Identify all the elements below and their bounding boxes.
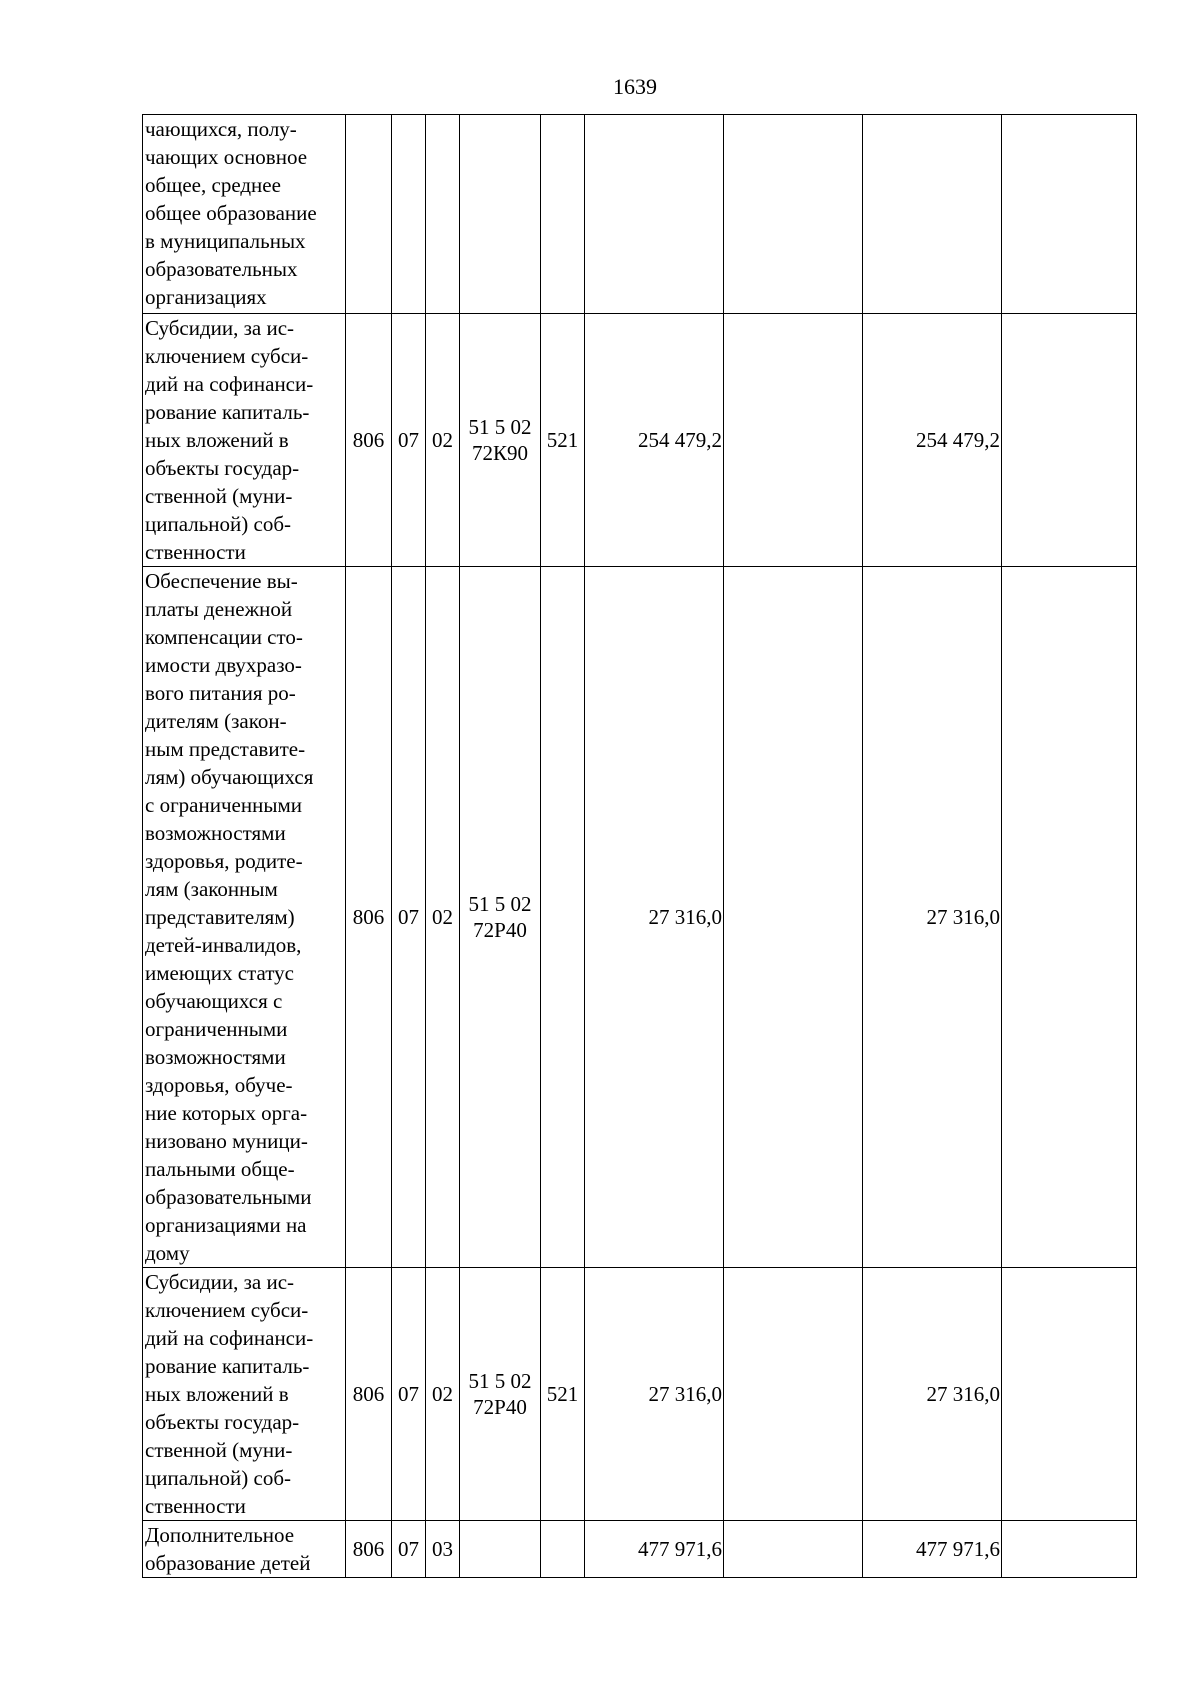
subsection-cell	[426, 115, 460, 314]
subsection-cell: 02	[426, 314, 460, 567]
ministry-cell	[346, 115, 392, 314]
section-cell: 07	[392, 567, 426, 1268]
sum-cell: 477 971,6	[863, 1521, 1002, 1578]
row-name-text: Дополнительное образование детей	[145, 1523, 311, 1575]
sum-cell	[1002, 1268, 1137, 1521]
ministry-cell: 806	[346, 314, 392, 567]
row-name-text: чающихся, полу- чающих основное общее, среднее общее образование в муниципальных образовательных организациях	[145, 117, 317, 309]
table-row	[143, 115, 1137, 314]
sum-cell	[1002, 1521, 1137, 1578]
expense-type-cell	[541, 1521, 585, 1578]
budget-table	[142, 114, 1137, 1578]
sum-cell	[1002, 314, 1137, 567]
row-name-cell	[143, 1268, 346, 1521]
target-code-cell	[460, 115, 541, 314]
sum-cell	[724, 1521, 863, 1578]
expense-type-cell: 521	[541, 314, 585, 567]
sum-cell	[724, 1268, 863, 1521]
sum-cell	[585, 115, 724, 314]
table-row	[143, 1268, 1137, 1521]
row-name-cell	[143, 314, 346, 567]
target-code-cell: 51 5 02 72Р40	[460, 1268, 541, 1521]
sum-cell: 254 479,2	[863, 314, 1002, 567]
expense-type-cell	[541, 567, 585, 1268]
section-cell: 07	[392, 1268, 426, 1521]
sum-cell: 27 316,0	[585, 567, 724, 1268]
row-name-text: Обеспечение вы- платы денежной компенсации сто- имости двухразо- вого питания ро- дителям (закон- ным представите- лям) обучающихся с ограниченными возможностями здоровья, родите- лям (законным представителям) детей-инвалидов, имеющих статус обучающихся с ограниченными возможностями здоровья, обуче- ние которых орга- низовано муници- пальными обще- образовательными организациями на дому	[145, 569, 314, 1265]
sum-cell	[724, 567, 863, 1268]
sum-cell: 254 479,2	[585, 314, 724, 567]
target-code-cell: 51 5 02 72Р40	[460, 567, 541, 1268]
sum-cell: 27 316,0	[863, 1268, 1002, 1521]
row-name-text: Субсидии, за ис- ключением субси- дий на софинанси- рование капиталь- ных вложений в объекты государ- ственной (муни- ципальной) соб- ственности	[145, 316, 314, 564]
sum-cell: 27 316,0	[585, 1268, 724, 1521]
ministry-cell: 806	[346, 567, 392, 1268]
section-cell	[392, 115, 426, 314]
subsection-cell: 03	[426, 1521, 460, 1578]
section-cell: 07	[392, 314, 426, 567]
row-name-cell	[143, 115, 346, 314]
target-code-cell	[460, 1521, 541, 1578]
subsection-cell: 02	[426, 1268, 460, 1521]
row-name-cell	[143, 1521, 346, 1578]
table-row	[143, 314, 1137, 567]
expense-type-cell: 521	[541, 1268, 585, 1521]
sum-cell	[1002, 567, 1137, 1268]
table-row	[143, 1521, 1137, 1578]
target-code-cell: 51 5 02 72К90	[460, 314, 541, 567]
table-row	[143, 567, 1137, 1268]
subsection-cell: 02	[426, 567, 460, 1268]
ministry-cell: 806	[346, 1521, 392, 1578]
section-cell: 07	[392, 1521, 426, 1578]
row-name-cell	[143, 567, 346, 1268]
sum-cell	[863, 115, 1002, 314]
sum-cell: 477 971,6	[585, 1521, 724, 1578]
row-name-text: Субсидии, за ис- ключением субси- дий на софинанси- рование капиталь- ных вложений в объекты государ- ственной (муни- ципальной) соб- ственности	[145, 1270, 314, 1518]
sum-cell	[724, 115, 863, 314]
sum-cell	[1002, 115, 1137, 314]
sum-cell: 27 316,0	[863, 567, 1002, 1268]
sum-cell	[724, 314, 863, 567]
ministry-cell: 806	[346, 1268, 392, 1521]
page-number: 1639	[613, 74, 657, 99]
expense-type-cell	[541, 115, 585, 314]
